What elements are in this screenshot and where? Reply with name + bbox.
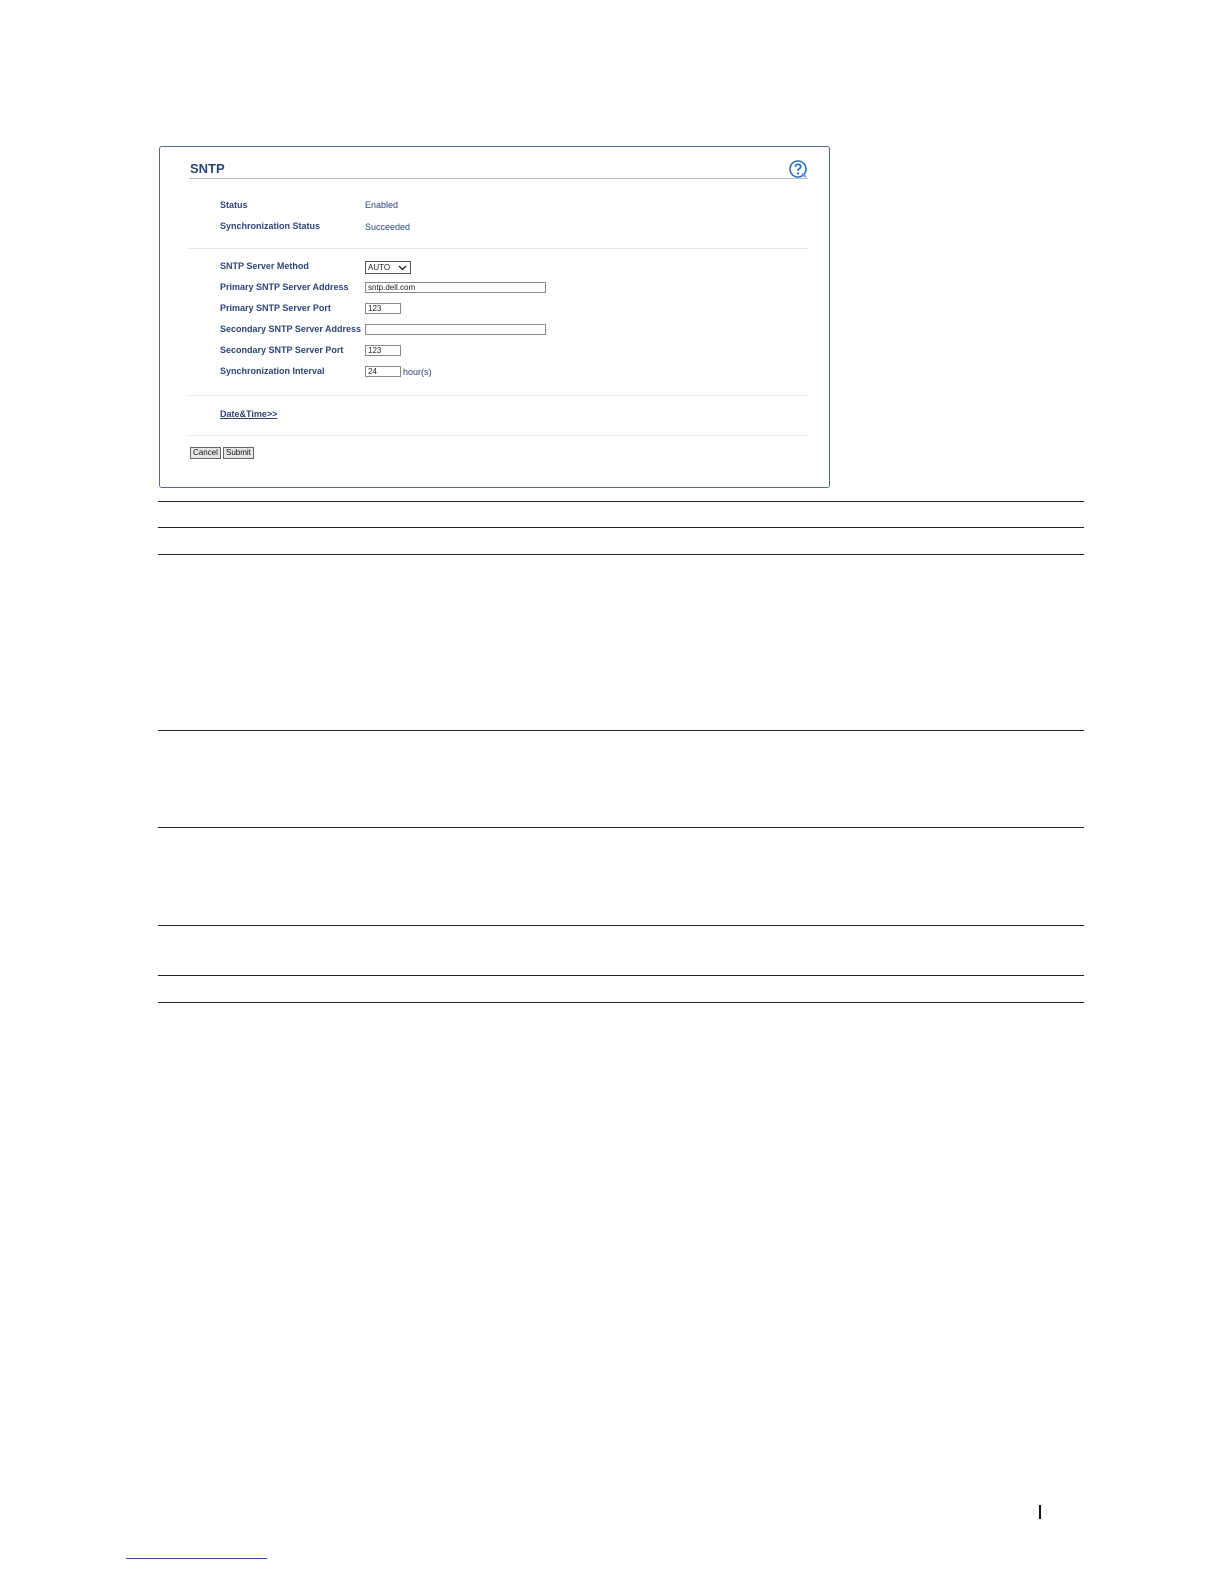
title-divider	[189, 178, 808, 179]
sync-status-value: Succeeded	[365, 222, 411, 232]
sync-interval-label: Synchronization Interval	[220, 366, 325, 376]
sync-interval-input[interactable]: 24	[365, 366, 401, 377]
primary-port-input[interactable]: 123	[365, 303, 401, 314]
table-rule	[158, 730, 1084, 731]
page-marker	[1039, 1505, 1041, 1519]
server-method-select[interactable]	[365, 261, 411, 274]
submit-button[interactable]: Submit	[223, 447, 254, 459]
server-method-selected: AUTO	[368, 263, 391, 272]
cancel-button[interactable]: Cancel	[190, 447, 221, 459]
table-rule	[158, 925, 1084, 926]
secondary-address-input[interactable]	[365, 324, 546, 335]
secondary-address-label: Secondary SNTP Server Address	[220, 324, 362, 334]
primary-address-label: Primary SNTP Server Address	[220, 282, 349, 292]
table-rule	[158, 527, 1084, 528]
sync-interval-unit: hour(s)	[403, 367, 432, 377]
section-divider	[189, 395, 808, 396]
sync-status-label: Synchronization Status	[220, 221, 321, 231]
section-divider	[189, 435, 808, 436]
chevron-down-icon	[398, 265, 407, 271]
table-rule	[158, 827, 1084, 828]
page-title: SNTP	[190, 161, 225, 176]
primary-address-input[interactable]: sntp.dell.com	[365, 282, 546, 293]
sntp-panel	[159, 146, 830, 488]
primary-port-label: Primary SNTP Server Port	[220, 303, 331, 313]
secondary-port-label: Secondary SNTP Server Port	[220, 345, 344, 355]
server-method-label: SNTP Server Method	[220, 261, 309, 271]
date-time-link[interactable]: Date&Time>>	[220, 409, 278, 419]
footer-link-underline[interactable]	[126, 1558, 267, 1559]
table-rule	[158, 1002, 1084, 1003]
table-rule	[158, 975, 1084, 976]
table-rule	[158, 554, 1084, 555]
table-rule	[158, 501, 1084, 502]
help-question-icon[interactable]	[789, 160, 807, 178]
status-value: Enabled	[365, 200, 399, 210]
status-label: Status	[220, 200, 248, 210]
secondary-port-input[interactable]: 123	[365, 345, 401, 356]
section-divider	[189, 248, 808, 249]
